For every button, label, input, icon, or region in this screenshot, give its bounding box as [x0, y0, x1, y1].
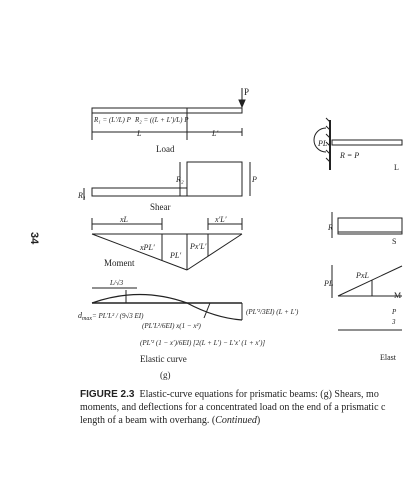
cut-label-L: L — [394, 163, 399, 172]
cut-label-M: M — [394, 291, 402, 300]
moment-PxpLp: Px′L′ — [190, 242, 207, 251]
P-shear-label: P — [252, 175, 257, 184]
deflection-tip-eq: (PL′²/3EI) (L + L′) — [246, 308, 299, 316]
cut-label-S: S — [392, 237, 397, 246]
moment-slope-right — [338, 266, 402, 296]
PxL-label: PxL — [356, 271, 369, 280]
R2-label: R₂ — [176, 175, 184, 184]
dim-xpLp-label: x′L′ — [215, 215, 227, 224]
moment-PLp: PL′ — [170, 251, 182, 260]
dim-Lroot3-label: L/√3 — [110, 279, 124, 287]
cantilever-beam — [332, 140, 402, 145]
caption-label: FIGURE 2.3 — [80, 389, 135, 400]
deflection-overhang-eq: (PL′² (1 − x′)/6EI) [2(L + L′) − L′x′ (1 + x′)] — [140, 339, 266, 347]
moment-xPLp: xPL′ — [140, 243, 155, 252]
moment-right-slope — [187, 234, 242, 270]
figure-caption — [80, 388, 410, 427]
load-P-label: P — [244, 87, 250, 97]
shear-negative — [92, 188, 187, 196]
caption-line3-post: ) — [256, 415, 261, 426]
dim-xL-label: xL — [120, 215, 128, 224]
subfigure-g-label: (g) — [160, 370, 171, 380]
cut-label-P: P — [392, 308, 397, 316]
dmax-label: $d_{max}= PL'L^2 / (9√3$ EI) — [78, 311, 144, 322]
R-label: R — [328, 223, 333, 232]
reaction1-label: R₁ = (L′/L) P — [94, 116, 131, 124]
span-Lp-label: L′ — [212, 129, 219, 138]
load-caption: Load — [156, 144, 175, 154]
fixed-moment-label: PL — [318, 139, 328, 148]
cut-label-elast: Elast — [380, 353, 396, 362]
cut-label-3: 3 — [392, 318, 396, 326]
elastic-curve-caption: Elastic curve — [140, 354, 187, 364]
PL-label: PL — [324, 279, 334, 288]
moment-caption: Moment — [104, 258, 135, 268]
caption-line3-pre: length of a beam with overhang. ( — [80, 415, 216, 426]
reaction2-label: R₂ = ((L + L′)/L) P — [135, 116, 189, 124]
deflection-span-eq: (PL′L²/6EI) x(1 − x²) — [142, 322, 201, 330]
caption-line2: moments, and deflections for a concentrated load on the end of a prismatic c — [80, 402, 386, 413]
shear-caption: Shear — [150, 202, 171, 212]
span-L-label: L — [137, 129, 142, 138]
caption-line1: Elastic-curve equations for prismatic beams: (g) Shears, mo — [139, 389, 379, 400]
shear-positive — [187, 162, 242, 196]
reaction-label: R = P — [340, 151, 360, 160]
load-beam — [92, 108, 242, 113]
page-number: 34 — [28, 232, 40, 245]
R1-label: R₁ — [78, 191, 86, 200]
caption-continued: Continued — [215, 415, 257, 426]
